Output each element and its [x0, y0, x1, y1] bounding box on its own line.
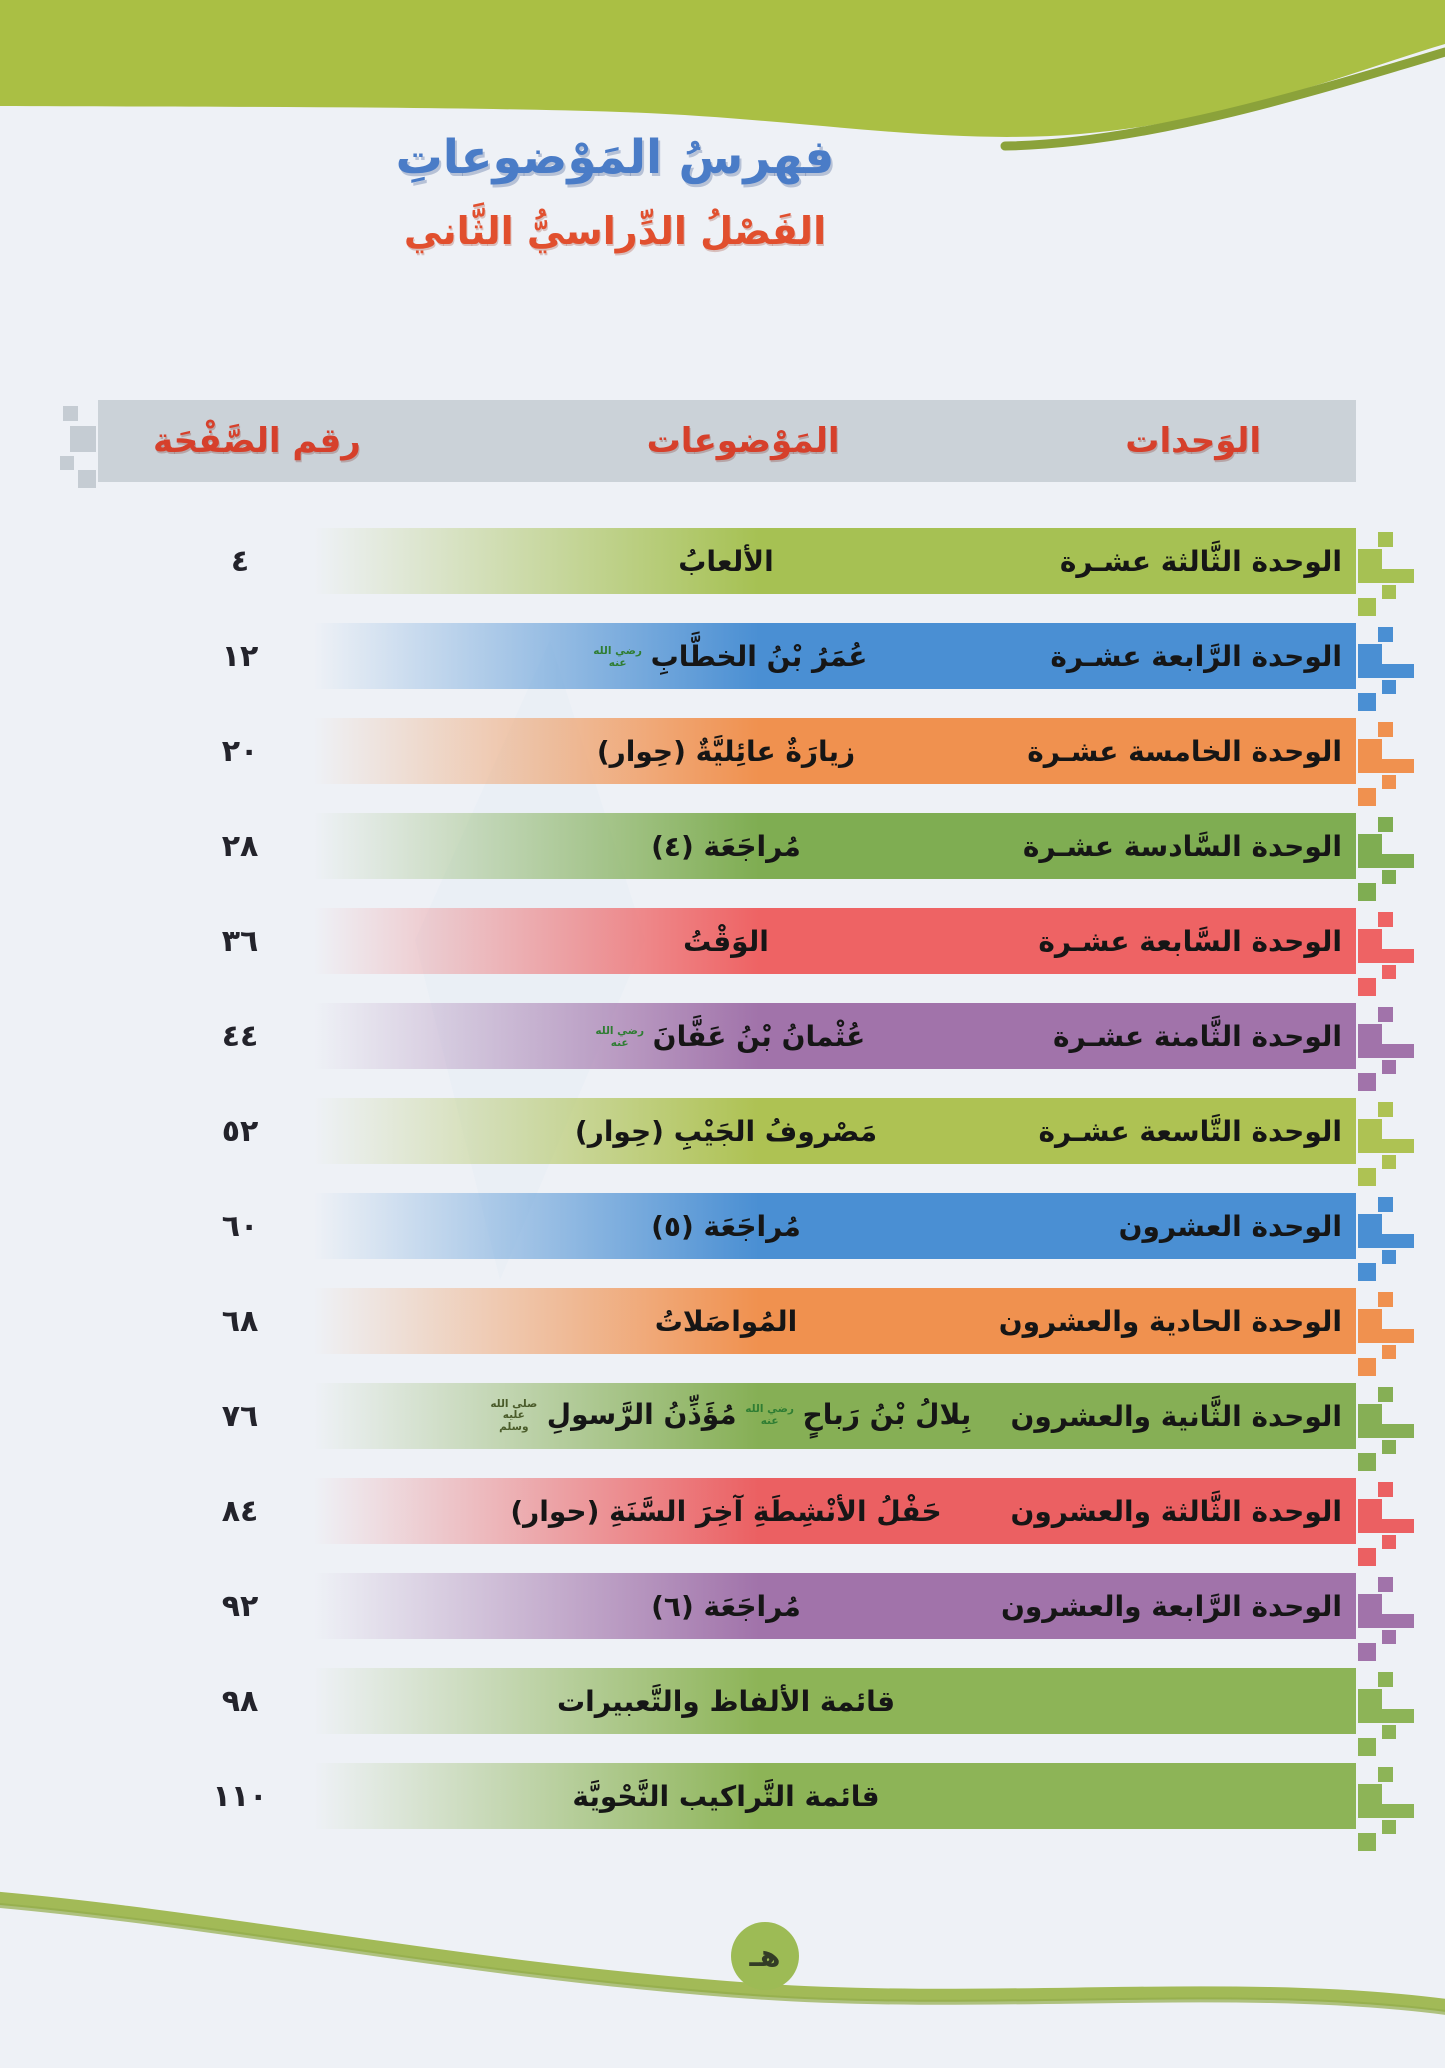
unit-name: الوحدة الثَّالثة والعشرون: [1010, 1494, 1342, 1528]
unit-name: الوحدة الثَّالثة عشـرة: [1059, 544, 1342, 578]
pixel-decoration: [1356, 1193, 1426, 1259]
unit-name: الوحدة العشرون: [1118, 1209, 1342, 1243]
topic-label: الوَقْتُ: [683, 924, 769, 958]
honorific-pbuh: صلى الله عليه وسلم: [490, 1397, 538, 1434]
topic-label: مُراجَعَة (٤): [651, 829, 801, 863]
topic-label: قائمة التَّراكيب النَّحْويَّة: [572, 1779, 880, 1813]
page-number: ٩٢: [221, 1588, 259, 1624]
title-block: [0, 130, 1230, 253]
topic-label: عُمَرُ بْنُ الخطَّابِرضي الله عنه: [593, 639, 868, 673]
honorific-radi-allahu-anhu: رضي الله عنه: [593, 644, 642, 669]
unit-name: الوحدة الثَّانية والعشرون: [1010, 1399, 1342, 1433]
toc-row: [0, 1003, 1445, 1069]
page-number: ٧٦: [221, 1398, 259, 1434]
unit-name: الوحدة الخامسة عشـرة: [1027, 734, 1342, 768]
unit-name: الوحدة السَّادسة عشـرة: [1022, 829, 1342, 863]
pixel-decoration: [1356, 1763, 1426, 1829]
topic-label: قائمة الألفاظ والتَّعبيرات: [556, 1684, 896, 1718]
page-number: ٣٦: [221, 923, 259, 959]
toc-row: [0, 718, 1445, 784]
page-number: ٩٨: [221, 1683, 259, 1719]
page-number: ٤٤: [221, 1018, 259, 1054]
topic-label: مُراجَعَة (٦): [651, 1589, 801, 1623]
toc-row: [0, 1478, 1445, 1544]
page-number: ١٢: [221, 638, 259, 674]
unit-name: الوحدة الحادية والعشرون: [998, 1304, 1342, 1338]
header-col-topics: المَوْضوعات: [646, 421, 840, 461]
page-number: ٢٨: [221, 828, 259, 864]
toc-row: [0, 1288, 1445, 1354]
honorific-radi-allahu-anhu: رضي الله عنه: [595, 1024, 644, 1049]
page-subtitle: الفَصْلُ الدِّراسيُّ الثَّاني: [403, 209, 827, 253]
unit-name: الوحدة الثَّامنة عشـرة: [1053, 1019, 1342, 1053]
toc-row: [0, 1098, 1445, 1164]
pixel-decoration: [1356, 1668, 1426, 1734]
topic-label: عُثْمانُ بْنُ عَفَّانَرضي الله عنه: [595, 1019, 866, 1053]
pixel-decoration: [1356, 1383, 1426, 1449]
topic-label: مُراجَعَة (٥): [651, 1209, 801, 1243]
page-number: ٦٨: [221, 1303, 259, 1339]
pixel-decoration: [1356, 528, 1426, 594]
topic-label: بِلالُ بْنُ رَباحٍرضي الله عنهمُؤَذِّنُ الرَّسولِصلى الله عليه وسلم: [490, 1397, 972, 1434]
pixel-decoration: [1356, 718, 1426, 784]
footer-page-letter: هـ: [749, 1938, 781, 1974]
honorific-radi-allahu-anhu: رضي الله عنه: [745, 1403, 794, 1428]
unit-name: الوحدة السَّابعة عشـرة: [1038, 924, 1342, 958]
pixel-decoration: [1356, 623, 1426, 689]
unit-name: الوحدة الرَّابعة عشـرة: [1050, 639, 1342, 673]
toc-header-bar: [98, 400, 1356, 482]
unit-name: الوحدة الرَّابعة والعشرون: [1000, 1589, 1342, 1623]
pixel-decoration: [34, 400, 98, 482]
toc-row: [0, 1763, 1445, 1829]
pixel-decoration: [1356, 1288, 1426, 1354]
header-col-page-number: رقم الصَّفْحَة: [153, 421, 361, 461]
pixel-decoration: [1356, 1098, 1426, 1164]
page-number: ٤: [230, 543, 250, 579]
pixel-decoration: [1356, 813, 1426, 879]
toc-row: [0, 908, 1445, 974]
toc-row: [0, 1193, 1445, 1259]
pixel-decoration: [1356, 1478, 1426, 1544]
pixel-decoration: [1356, 1573, 1426, 1639]
topic-label: حَفْلُ الأنْشِطَةِ آخِرَ السَّنَةِ (حوار): [510, 1494, 942, 1528]
bottom-wave: [0, 1878, 1445, 2068]
topic-label: الألعابُ: [678, 544, 774, 578]
header-col-units: الوَحدات: [1125, 421, 1261, 461]
page-number: ٦٠: [221, 1208, 259, 1244]
pixel-decoration: [1356, 908, 1426, 974]
topic-label: زيارَةٌ عائِليَّةٌ (حِوار): [596, 734, 856, 768]
page-number: ٥٢: [221, 1113, 259, 1149]
toc-row: [0, 1383, 1445, 1449]
unit-name: الوحدة التَّاسعة عشـرة: [1038, 1114, 1342, 1148]
page-number: ١١٠: [212, 1778, 268, 1814]
toc-rows: [0, 528, 1445, 1858]
page-title: فهرسُ المَوْضوعاتِ: [395, 130, 835, 185]
toc-row: [0, 1573, 1445, 1639]
topic-label: مَصْروفُ الجَيْبِ (حِوار): [574, 1114, 878, 1148]
pixel-decoration: [1356, 1003, 1426, 1069]
page-number: ٨٤: [221, 1493, 259, 1529]
footer-page-marker: [731, 1922, 799, 1990]
toc-row: [0, 1668, 1445, 1734]
topic-label: المُواصَلاتُ: [654, 1304, 798, 1338]
toc-row: [0, 528, 1445, 594]
toc-row: [0, 623, 1445, 689]
toc-row: [0, 813, 1445, 879]
page-number: ٢٠: [221, 733, 259, 769]
